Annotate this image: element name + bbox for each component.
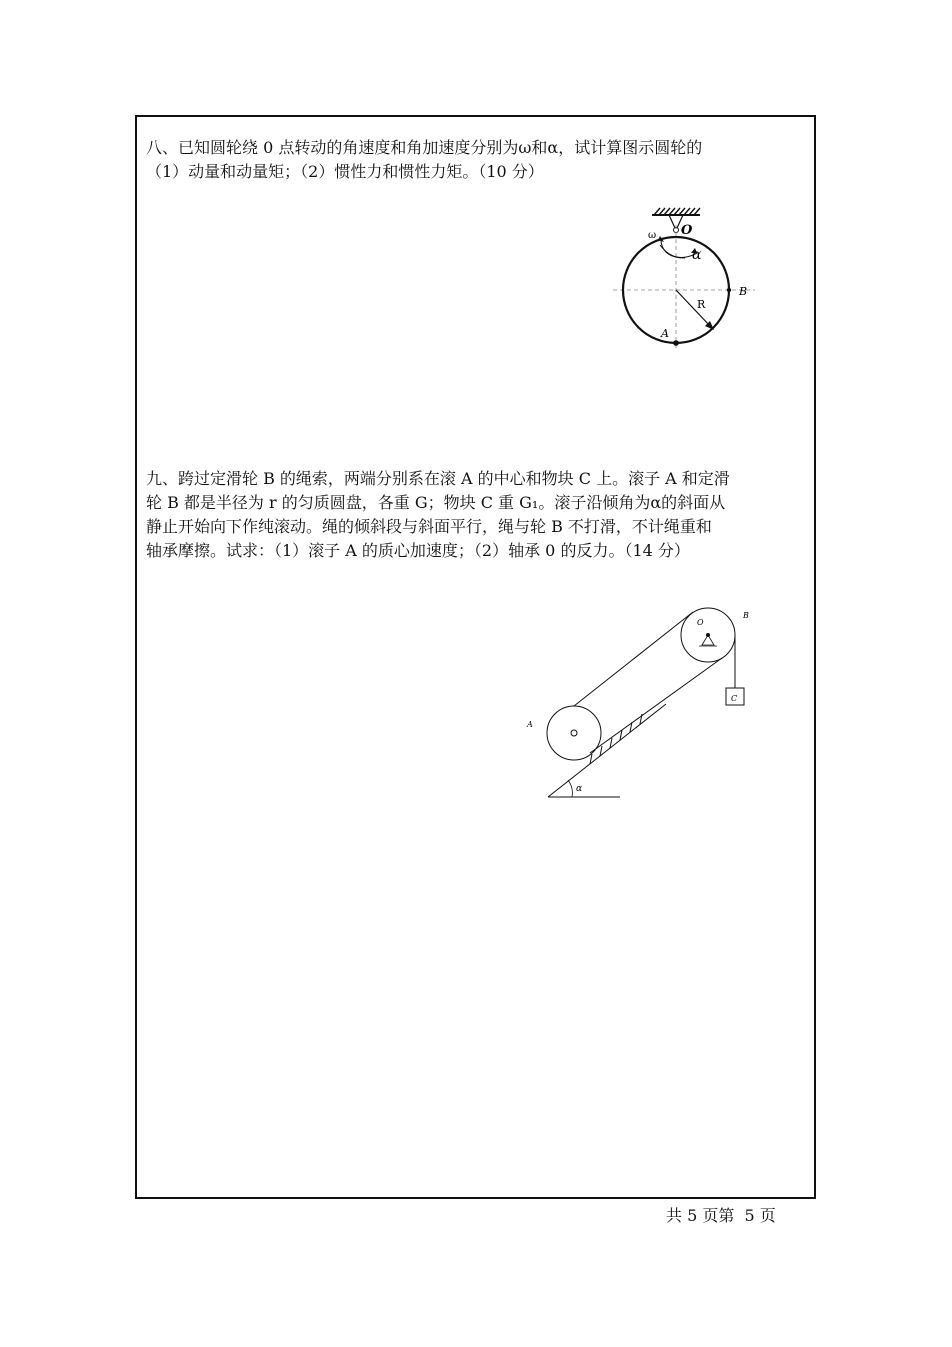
label-b: B (739, 285, 748, 298)
q9-line-4: 轴承摩擦。试求：（1）滚子 A 的质心加速度；（2）轴承 0 的反力。（14 分） (146, 541, 690, 560)
label-o: O (681, 223, 693, 238)
pulley-incline-diagram (520, 600, 760, 805)
question-8 (146, 136, 812, 184)
label-c: C (731, 694, 738, 703)
label-r: R (697, 298, 706, 311)
q9-line-1: 九、跨过定滑轮 B 的绳索，两端分别系在滚 A 的中心和物块 C 上。滚子 A 和定滑 (146, 469, 730, 488)
page-footer: 共 5 页第 5 页 (666, 1206, 776, 1225)
label-alpha: α (692, 247, 702, 263)
q8-line-2: （1）动量和动量矩；（2）惯性力和惯性力矩。（10 分） (146, 162, 544, 181)
q9-line-3: 静止开始向下作纯滚动。绳的倾斜段与斜面平行，绳与轮 B 不打滑，不计绳重和 (146, 517, 712, 536)
q8-line-1: 八、已知圆轮绕 0 点转动的角速度和角加速度分别为ω和α，试计算图示圆轮的 (146, 138, 703, 157)
label-a: A (661, 327, 669, 340)
label-alpha: α (576, 784, 583, 794)
label-a: A (527, 720, 533, 729)
q9-line-2: 轮 B 都是半径为 r 的匀质圆盘，各重 G；物块 C 重 G₁。滚子沿倾角为α的斜面从 (146, 493, 726, 512)
rotating-disk-diagram (605, 203, 770, 353)
question-9 (146, 467, 812, 563)
label-omega: ω (648, 230, 657, 241)
label-b: B (743, 611, 749, 620)
label-o: O (697, 618, 704, 627)
